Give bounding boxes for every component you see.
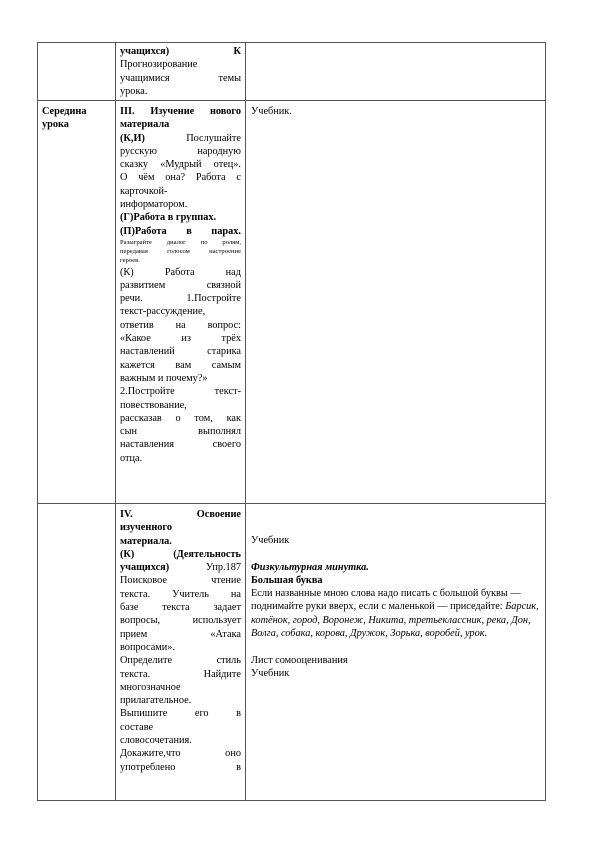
row2-resources-cell xyxy=(251,105,541,118)
row3-activity-line: изученного xyxy=(120,522,172,534)
resource-textbook-1: Учебник xyxy=(251,535,290,546)
row3-activity-line: текста. Учитель на xyxy=(120,588,241,600)
row3-activity-line: словосочетания. xyxy=(120,735,192,747)
row1-activity-cell xyxy=(120,45,241,98)
row3-resources-cell xyxy=(251,534,541,680)
row-divider-2 xyxy=(38,503,545,504)
exercise-title: Большая буква xyxy=(251,574,323,586)
row3-activity-line: Выпишите его в xyxy=(120,708,241,720)
row2-activity-line: русскую народную xyxy=(120,145,241,157)
row1-activity-line: учащимися темы xyxy=(120,72,241,84)
row2-activity-line: важным и почему?» xyxy=(120,372,208,384)
row2-activity-line: (К) Работа над xyxy=(120,266,241,278)
exercise-instructions xyxy=(251,587,541,640)
row2-activity-line: (Г)Работа в группах. xyxy=(120,212,217,224)
row3-activity-line: Определите стиль xyxy=(120,655,241,667)
row1-activity-line: урока. xyxy=(120,85,148,97)
row3-activity-line: материала. xyxy=(120,535,172,547)
row2-activity-line: текст-рассуждение, xyxy=(120,306,206,318)
row3-activity-line: учащихся) Упр.187 xyxy=(120,562,241,574)
lesson-plan-table xyxy=(37,42,546,801)
row2-activity-line: передавая голосом настроение xyxy=(120,248,241,256)
row2-activity-line: 2.Постройте текст- xyxy=(120,386,241,398)
row3-activity-line: вопросами». xyxy=(120,641,176,653)
row2-activity-line: развитием связной xyxy=(120,279,241,291)
row2-activity-line: наставления своего xyxy=(120,439,241,451)
row3-activity-line: IV. Освоение xyxy=(120,509,241,520)
row2-activity-line: О чём она? Работа с xyxy=(120,172,241,184)
row2-activity-line: сын выполнял xyxy=(120,426,241,438)
lesson-stage-line-2: урока xyxy=(42,119,69,131)
row2-activity-line: рассказав о том, как xyxy=(120,412,241,424)
self-evaluation-sheet: Лист сомооценивания xyxy=(251,654,348,666)
row2-activity-line: «Какое из трёх xyxy=(120,333,241,345)
row2-activity-line: ответив на вопрос: xyxy=(120,319,241,331)
row3-activity-line: составе xyxy=(120,721,154,733)
row2-activity-line: информатором. xyxy=(120,199,188,211)
row2-activity-line: кажется вам самым xyxy=(120,359,241,371)
row2-activity-line: повествование, xyxy=(120,399,187,411)
row3-activity-line: Поисковое чтение xyxy=(120,575,241,587)
instructions-text: Если названные мною слова надо писать с большой буквы — поднимайте руки вверх, если с маленькой — приседайте: xyxy=(251,588,521,613)
instructions-word-list: Барсик, котёнок, город, Воронеж, Никита, третьеклассник, река, Дон, Волга, собака, корова, Дружок, Зорька, воробей, урок. xyxy=(251,601,539,640)
column-divider-1 xyxy=(115,43,116,800)
row3-activity-line: (К) (Деятельность xyxy=(120,548,241,560)
row2-activity-line: отца. xyxy=(120,452,143,464)
row-divider-1 xyxy=(38,100,545,101)
row3-activity-line: прием «Атака xyxy=(120,628,241,640)
row3-activity-line: Докажите,что оно xyxy=(120,748,241,760)
column-divider-2 xyxy=(245,43,246,800)
row2-activity-line: героев. xyxy=(120,257,140,265)
row2-activity-cell xyxy=(120,105,241,465)
row3-activity-line: базе текста задает xyxy=(120,602,241,614)
row3-activity-cell xyxy=(120,508,241,774)
row1-activity-line: учащихся) К xyxy=(120,46,241,57)
physical-break-title: Физкультурная минутка. xyxy=(251,561,369,573)
row2-activity-line: (П)Работа в парах. xyxy=(120,225,241,237)
row3-activity-line: многозначное xyxy=(120,681,181,693)
row2-activity-line: речи. 1.Постройте xyxy=(120,293,241,305)
row3-activity-line: вопросы, использует xyxy=(120,615,241,627)
row2-activity-line: сказку «Мудрый отец». xyxy=(120,159,241,171)
row2-activity-line: (К,И) Послушайте xyxy=(120,132,241,144)
row2-activity-line: III. Изучение нового xyxy=(120,106,241,117)
row3-activity-line: прилагательное. xyxy=(120,695,192,707)
row2-activity-line: Разыграйте диалог по ролям, xyxy=(120,238,241,246)
row2-activity-line: материала xyxy=(120,119,170,131)
lesson-stage-cell xyxy=(42,105,112,132)
lesson-stage-line-1: Середина xyxy=(42,106,87,117)
row1-activity-line: Прогнозирование xyxy=(120,59,198,71)
row3-activity-line: употреблено в xyxy=(120,761,241,773)
row2-activity-line: наставлений старика xyxy=(120,346,241,358)
resource-textbook-2: Учебник xyxy=(251,667,290,679)
row3-activity-line: текста. Найдите xyxy=(120,668,241,680)
resource-textbook: Учебник. xyxy=(251,106,292,117)
row2-activity-line: карточкой- xyxy=(120,185,168,197)
